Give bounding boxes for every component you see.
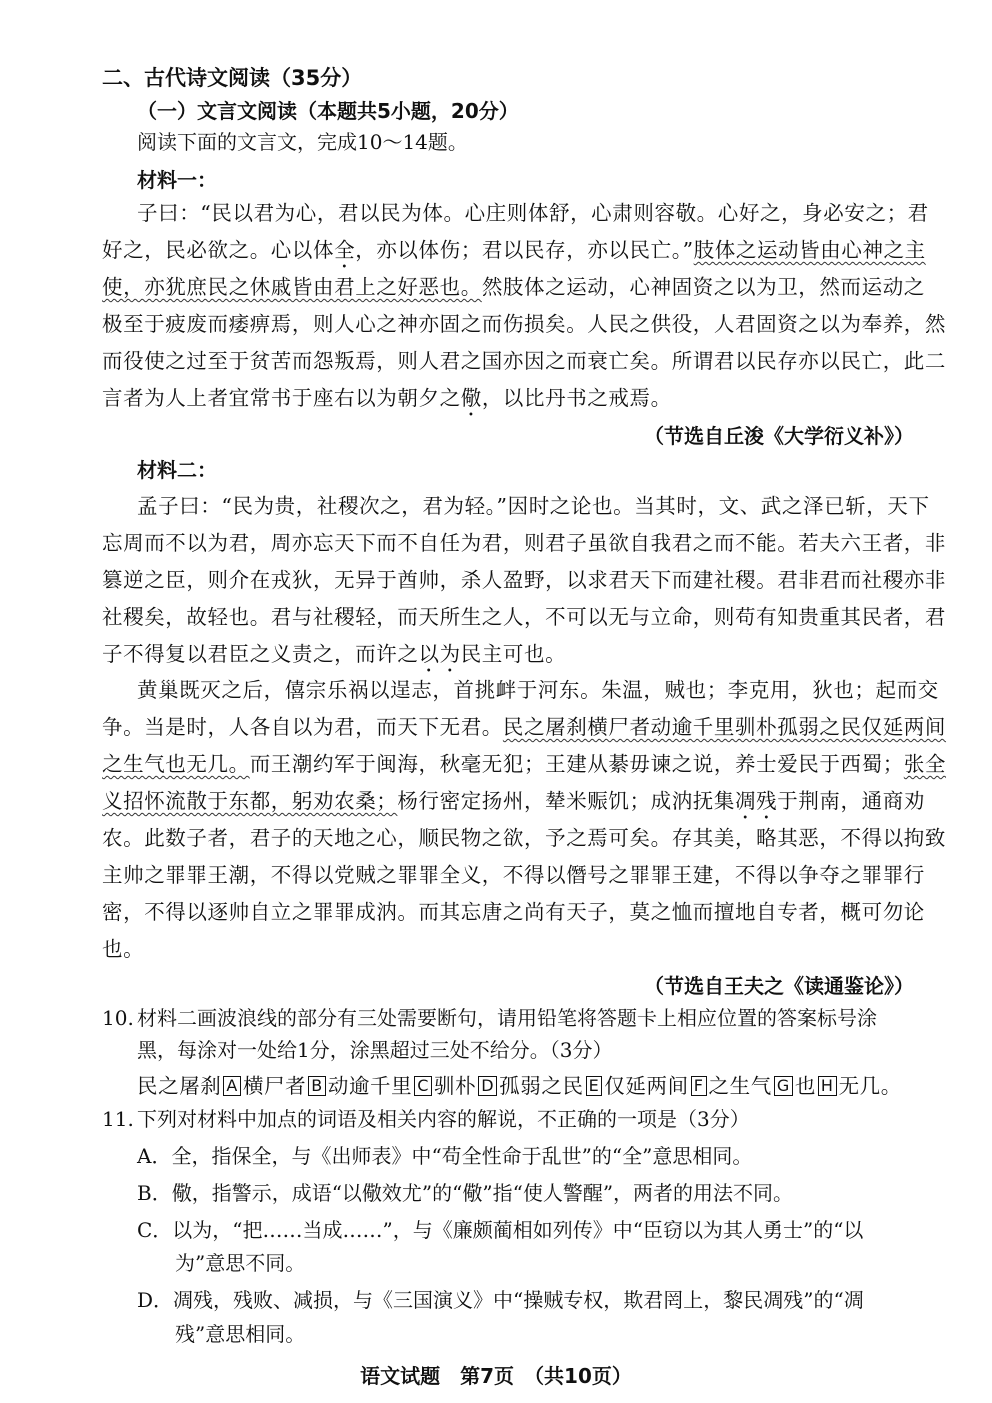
- sentence-segment: 无几。: [838, 1074, 902, 1098]
- section-title: 二、古代诗文阅读（35分）: [102, 66, 363, 90]
- dotted-word-yiwei: 以为: [418, 642, 461, 666]
- material1-line: [102, 347, 946, 375]
- wavy-underlined-text: 义招怀流散于东都，躬劝农桑；: [102, 789, 398, 813]
- question-11-option-a[interactable]: A．全，指保全，与《出师表》中“苟全性命于乱世”的“全”意思相同。: [137, 1144, 753, 1168]
- text-run: 篡逆之臣，则介在戎狄，无异于酋帅，杀人盈野，以求君天下而建社稷。君非君而社稷亦非: [102, 568, 946, 592]
- text-run: 然肢体之运动，心神固资之以为卫，然而运动之: [481, 275, 925, 299]
- text-run: 子曰：“民以君为心，君以民为体。心庄则体舒，心肃则容敬。心好之，身必安之；君: [137, 201, 929, 225]
- material2-line: [137, 676, 939, 704]
- material2-line: [102, 898, 925, 926]
- material2-line: [102, 824, 946, 852]
- material1-line: [102, 236, 926, 273]
- material1-source: （节选自丘浚《大学衍义补》）: [644, 424, 914, 448]
- section-subtitle: （一）文言文阅读（本题共5小题，20分）: [137, 99, 519, 123]
- question-11-option-d[interactable]: D．凋残，残败、减损，与《三国演义》中“操贼专权，欺君罔上，黎民凋残”的“凋: [137, 1288, 864, 1312]
- text-run: 言者为人上者宜常书于座右以为朝夕之: [102, 386, 461, 410]
- question-11-option-d-cont: 残”意思相同。: [175, 1322, 306, 1346]
- material1-line: [137, 199, 929, 227]
- sentence-segment: 民之屠刹: [137, 1074, 222, 1098]
- break-option-b[interactable]: B: [308, 1076, 326, 1096]
- text-run: 黄巢既灭之后，僖宗乐祸以逞志，首挑衅于河东。朱温，贼也；李克用，狄也；起而交: [137, 678, 939, 702]
- material2-line: [102, 750, 946, 778]
- sentence-segment: 也: [794, 1074, 816, 1098]
- question-10-text: 黑，每涂对一处给1分，涂黑超过三处不给分。（3分）: [137, 1038, 613, 1062]
- page-footer: 语文试题 第7页 （共10页）: [360, 1364, 632, 1388]
- text-run: 孟子曰：“民为贵，社稷次之，君为轻。”因时之论也。当其时，文、武之泽已斩，天下: [137, 494, 930, 518]
- wavy-underlined-text: 张全: [903, 752, 947, 776]
- text-run: 于荆南，通商劝: [777, 789, 925, 813]
- question-11-option-c[interactable]: C．以为，“把……当成……”，与《廉颇蔺相如列传》中“臣窃以为其人勇士”的“以: [137, 1218, 864, 1242]
- text-run: 主帅之罪罪王潮，不得以党贼之罪罪全义，不得以僭号之罪罪王建，不得以争夺之罪罪行: [102, 863, 925, 887]
- material2-line: [102, 787, 925, 824]
- text-run: 社稷矣，故轻也。君与社稷轻，而天所生之人，不可以无与立命，则苟有知贵重其民者，君: [102, 605, 946, 629]
- material2-line: [137, 492, 930, 520]
- break-option-d[interactable]: D: [478, 1076, 497, 1096]
- material2-line: [102, 861, 925, 889]
- break-option-e[interactable]: E: [586, 1076, 603, 1096]
- break-option-a[interactable]: A: [223, 1076, 241, 1096]
- text-run: ，亦以体伤；君以民存，亦以民亡。”: [355, 238, 694, 262]
- question-11-stem: 下列对材料中加点的词语及相关内容的解说，不正确的一项是（3分）: [137, 1107, 750, 1131]
- text-run: 杨行密定扬州，辇米赈饥；成汭抚集: [397, 789, 736, 813]
- text-run: 争。当是时，人各自以为君，而天下无君。: [102, 715, 503, 739]
- text-run: 而王潮约军于闽海，秋毫无犯；王建从綦毋谏之说，养士爱民于西蜀；: [249, 752, 904, 776]
- wavy-underlined-text: 使，亦犹庶民之休戚皆由君上之好恶也。: [102, 275, 482, 299]
- question-11-number: 11.: [102, 1107, 134, 1131]
- text-run: 忘周而不以为君，周亦忘天下而不自任为君，则君子虽欲自我君之而不能。若夫六王者，非: [102, 531, 946, 555]
- sentence-segment: 孤弱之民: [499, 1074, 584, 1098]
- break-option-g[interactable]: G: [774, 1076, 793, 1096]
- wavy-underlined-text: 民之屠刹横尸者动逾千里驯朴孤弱之民仅延两间: [502, 715, 947, 739]
- question-10-sentence: [137, 1072, 902, 1100]
- text-run: 民主可也。: [460, 642, 567, 666]
- dotted-word-jing: 儆: [460, 386, 482, 410]
- text-run: ，以比丹书之戒焉。: [481, 386, 672, 410]
- dotted-word-diaocan: 凋残: [735, 789, 778, 813]
- text-run: 极至于疲废而痿痹焉，则人心之神亦固之而伤损矣。人民之供役，人君固资之以为奉养，然: [102, 312, 946, 336]
- question-10-text: 材料二画波浪线的部分有三处需要断句，请用铅笔将答题卡上相应位置的答案标号涂: [137, 1006, 877, 1030]
- wavy-underlined-text: 肢体之运动皆由心神之主: [693, 238, 926, 262]
- dotted-word-quan: 全: [334, 238, 356, 262]
- material2-line: [102, 640, 566, 677]
- break-option-c[interactable]: C: [414, 1076, 432, 1096]
- sentence-segment: 动逾千里: [327, 1074, 413, 1098]
- material2-heading: 材料二：: [137, 458, 217, 482]
- break-option-h[interactable]: H: [818, 1076, 837, 1096]
- material2-line: [102, 566, 946, 594]
- material1-line: [102, 273, 925, 301]
- question-11-option-b[interactable]: B．儆，指警示，成语“以儆效尤”的“儆”指“使人警醒”，两者的用法不同。: [137, 1181, 794, 1205]
- material1-heading: 材料一：: [137, 168, 217, 192]
- material2-line: [102, 603, 946, 631]
- question-11-option-c-cont: 为”意思不同。: [175, 1251, 306, 1275]
- text-run: 也。: [102, 937, 145, 961]
- section-instruction: 阅读下面的文言文，完成10～14题。: [137, 130, 468, 154]
- material2-line: [102, 529, 946, 557]
- sentence-segment: 驯朴: [434, 1074, 477, 1098]
- sentence-segment: 仅延两间: [604, 1074, 689, 1098]
- material1-line: [102, 310, 946, 338]
- text-run: 农。此数子者，君子的天地之心，顺民物之欲，予之焉可矣。存其美，略其恶，不得以拘致: [102, 826, 946, 850]
- material1-line: [102, 384, 672, 421]
- break-option-f[interactable]: F: [691, 1076, 707, 1096]
- text-run: 子不得复以君臣之义责之，而许之: [102, 642, 419, 666]
- material2-line: [102, 713, 946, 741]
- sentence-segment: 之生气: [708, 1074, 772, 1098]
- sentence-segment: 横尸者: [242, 1074, 307, 1098]
- text-run: 密，不得以逐帅自立之罪罪成汭。而其忘唐之尚有天子，莫之恤而擅地自专者，概可勿论: [102, 900, 925, 924]
- text-run: 而役使之过至于贫苦而怨叛焉，则人君之国亦因之而衰亡矣。所谓君以民存亦以民亡，此二: [102, 349, 946, 373]
- text-run: 好之，民必欲之。心以体: [102, 238, 335, 262]
- material2-line: [102, 935, 144, 963]
- question-10-number: 10.: [102, 1006, 134, 1030]
- material2-source: （节选自王夫之《读通鉴论》）: [644, 974, 914, 998]
- wavy-underlined-text: 之生气也无几。: [102, 752, 250, 776]
